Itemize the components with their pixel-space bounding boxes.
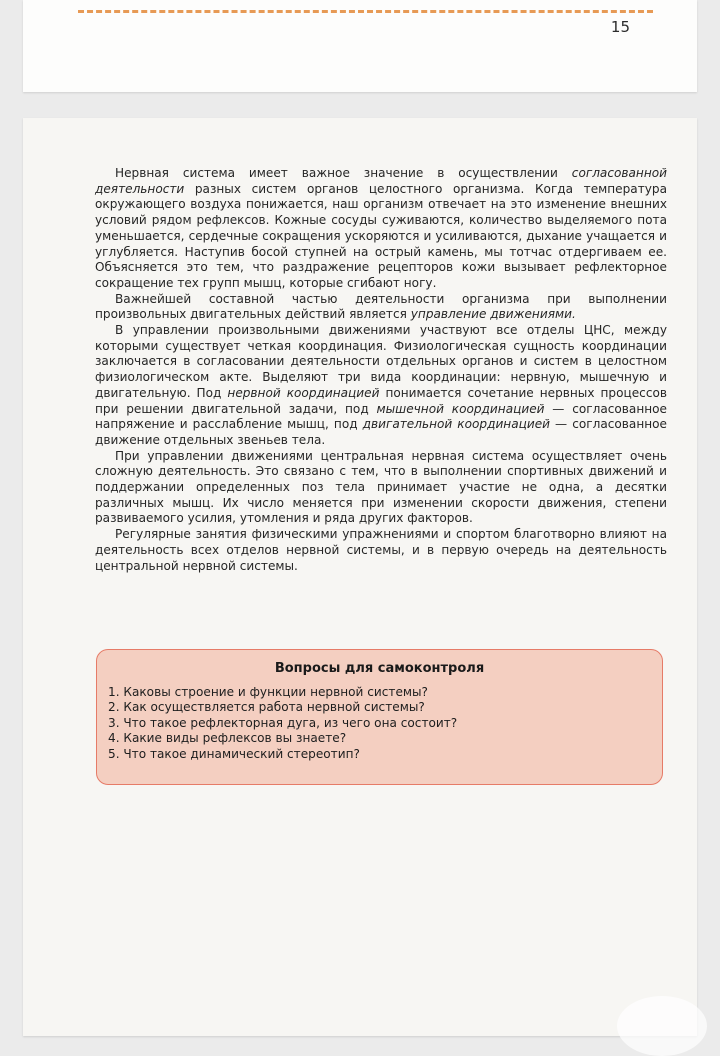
questions-list — [97, 685, 662, 762]
self-check-questions-box — [96, 649, 663, 785]
paragraph-1: Нервная система имеет важное значение в осуществлении согласованной деятельности разных систем органов целостного организма. Когда температура окружающего воздуха понижается, наш организм отвечает на это изменение внешних условий рядом рефлексов. Кожные сосуды суживаются, количество выделяемого пота уменьшается, сердечные сокращения ускоряются и усиливаются, дыхание учащается и углубляется. Наступив босой ступней на острый камень, мы тотчас отдергиваем ее. Объясняется это тем, что раздражение рецепторов кожи вызывает рефлекторное сокращение тех групп мышц, которые сгибают ногу. — [95, 166, 667, 290]
previous-page-fragment — [23, 0, 697, 92]
page-corner-shade — [617, 996, 707, 1056]
dashed-divider — [78, 10, 653, 13]
question-item: 4. Какие виды рефлексов вы знаете? — [108, 731, 347, 746]
paragraph-4: При управлении движениями центральная нервная система осуществляет очень сложную деятельность. Это связано с тем, что в выполнении спортивных движений и поддержании определенных поз тела принимает участие не одна, а десятки различных мышц. Их число меняется при изменении скорости движения, степени развиваемого усилия, утомления и ряда других факторов. — [95, 448, 667, 526]
textbook-page — [23, 118, 697, 1036]
paragraph-5: Регулярные занятия физическими упражнениями и спортом благотворно влияют на деятельность всех отделов нервной системы, и в первую очередь на деятельность центральной нервной системы. — [95, 527, 667, 573]
question-item: 3. Что такое рефлекторная дуга, из чего она состоит? — [108, 715, 458, 730]
page-number: 15 — [610, 18, 630, 36]
question-item: 1. Каковы строение и функции нервной системы? — [108, 685, 428, 699]
question-item: 5. Что такое динамический стереотип? — [108, 746, 360, 761]
paragraph-2: Важнейшей составной частью деятельности организма при выполнении произвольных двигательных действий является управление движениями. — [95, 291, 667, 322]
questions-title: Вопросы для самоконтроля — [274, 661, 485, 676]
body-text — [95, 166, 667, 574]
question-item: 2. Как осуществляется работа нервной системы? — [108, 700, 425, 715]
paragraph-3: В управлении произвольными движениями участвуют все отделы ЦНС, между которыми существует четкая координация. Физиологическая сущность координации заключается в согласовании деятельности отдельных органов и систем в целостном физиологическом акте. Выделяют три вида координации: нервную, мышечную и двигательную. Под нервной координацией понимается сочетание нервных процессов при решении двигательной задачи, под мышечной координацией — согласованное напряжение и расслабление мышц, под двигательной координацией — согласованное движение отдельных звеньев тела. — [95, 323, 667, 447]
